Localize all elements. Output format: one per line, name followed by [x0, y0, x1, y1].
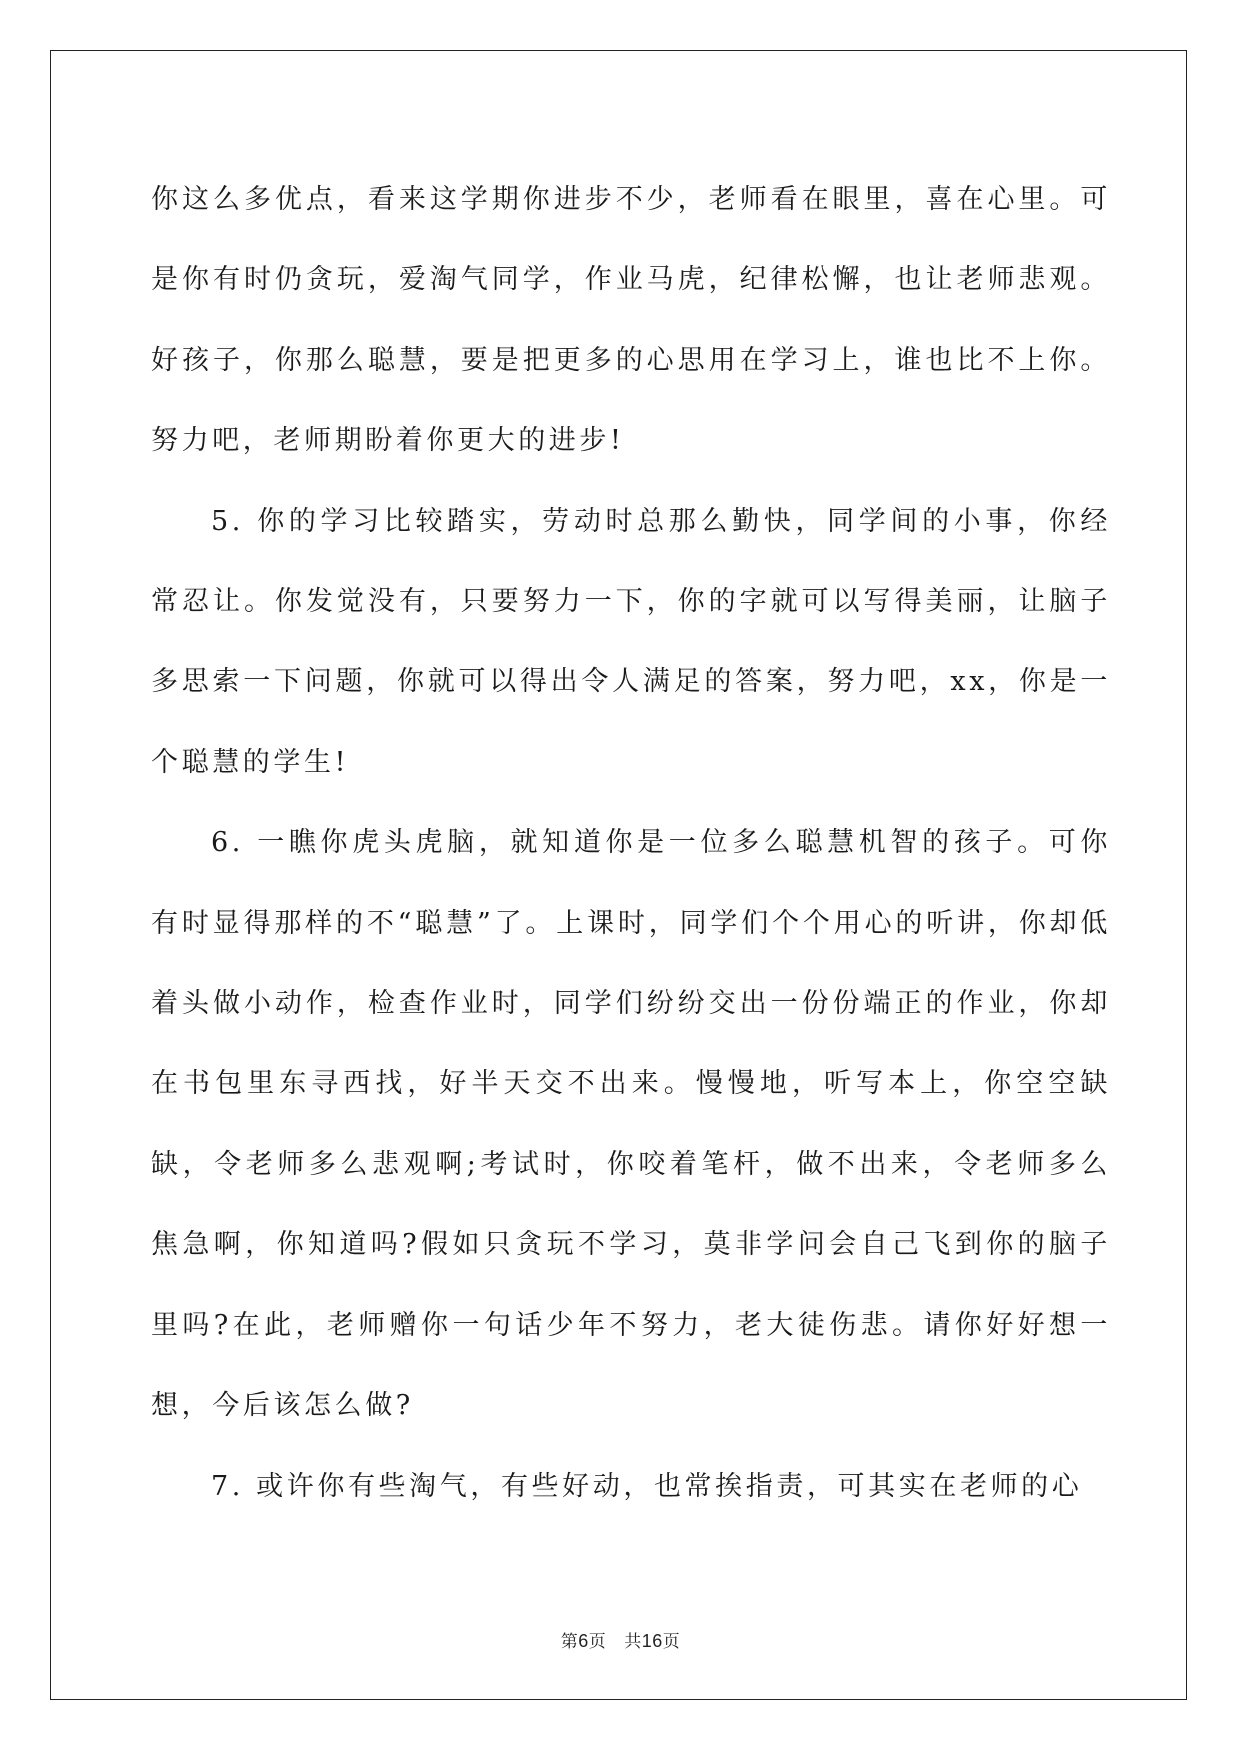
footer-total-suffix: 页 — [662, 1632, 681, 1652]
paragraph-item-6: 6. 一瞧你虎头虎脑，就知道你是一位多么聪慧机智的孩子。可你有时显得那样的不“聪慧”了。上课时，同学们个个用心的听讲，你却低着头做小动作，检查作业时，同学们纷纷交出一份份端正的作业，你却在书包里东寻西找，好半天交不出来。慢慢地，听写本上，你空空缺缺，令老师多么悲观啊;考试时，你咬着笔杆，做不出来，令老师多么焦急啊，你知道吗?假如只贪玩不学习，莫非学问会自己飞到你的脑子里吗?在此，老师赠你一句话少年不努力，老大徒伤悲。请你好好想一想，今后该怎么做? — [151, 827, 1111, 1422]
page-footer — [0, 1627, 1241, 1652]
footer-total-pages: 16 — [641, 1631, 663, 1651]
footer-prefix: 第 — [560, 1632, 579, 1652]
paragraph-item-7: 7. 或许你有些淘气，有些好动，也常挨指责，可其实在老师的心 — [211, 1470, 1083, 1502]
paragraph-continuation: 你这么多优点，看来这学期你进步不少，老师看在眼里，喜在心里。可是你有时仍贪玩，爱淘气同学，作业马虎，纪律松懈，也让老师悲观。好孩子，你那么聪慧，要是把更多的心思用在学习上，谁也比不上你。努力吧，老师期盼着你更大的进步! — [151, 184, 1111, 457]
footer-page-suffix: 页 — [588, 1632, 607, 1652]
paragraph-item-5: 5. 你的学习比较踏实，劳动时总那么勤快，同学间的小事，你经常忍让。你发觉没有，只要努力一下，你的字就可以写得美丽，让脑子多思索一下问题，你就可以得出令人满足的答案，努力吧，xx，你是一个聪慧的学生! — [151, 505, 1111, 778]
footer-page-number: 6 — [578, 1631, 589, 1651]
document-body — [151, 160, 1111, 1527]
footer-total-prefix: 共 — [624, 1632, 642, 1652]
